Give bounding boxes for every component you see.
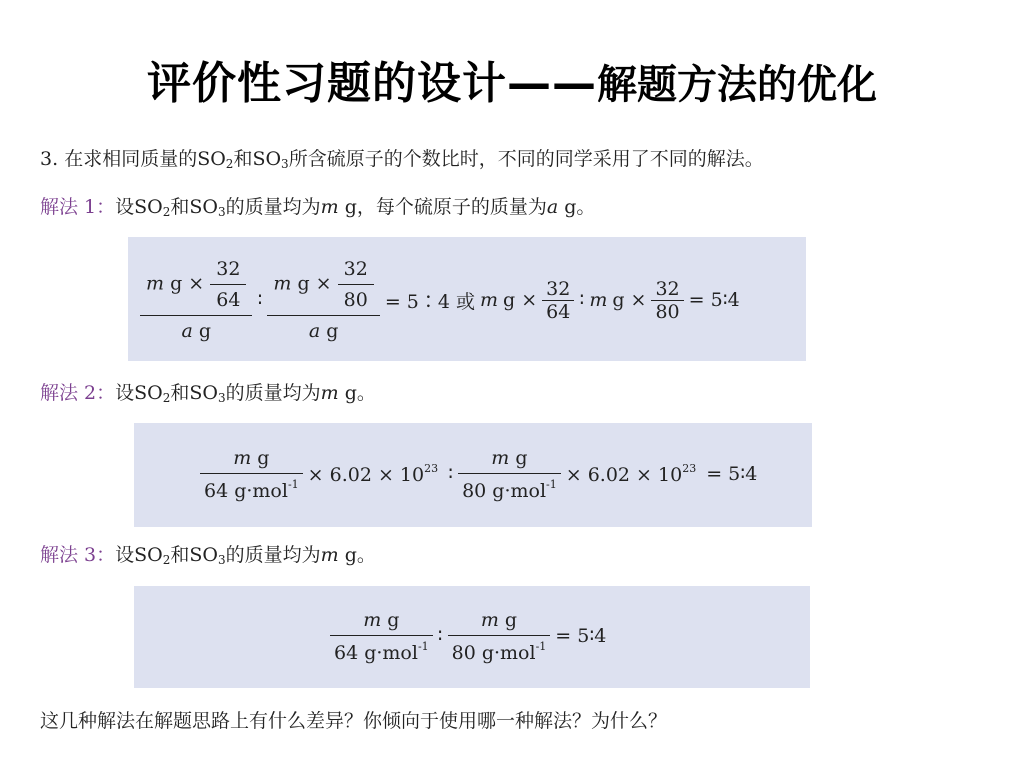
- method2-label: 解法 2：: [40, 382, 116, 404]
- fraction-so2-ratio: m g × $\frac{32}{64}$ a g: [140, 258, 252, 342]
- title-main: 评价性习题的设计——: [147, 58, 597, 109]
- footer-question: 这几种解法在解题思路上有什么差异？你倾向于使用哪一种解法？为什么？: [40, 710, 668, 732]
- fraction-so3-ratio: m g × $\frac{32}{80}$ a g: [267, 258, 379, 342]
- method2-formula: $\frac{\text{m g}}{64 g\cdot mol^{-1}}$ × $6.02 \times 10^{23}$ ∶ $\frac{\text{m g}}{80 g\cdot mol^{-1}}$ × $6.02 \times 10^{23}$ = 5∶4: [200, 438, 762, 510]
- method3-line: 解法 3：设$SO_2$和$SO_3$的质量均为m g。: [40, 544, 376, 567]
- method3-formula: $\frac{\text{m g}}{64 g\cdot mol^{-1}}$ ∶ $\frac{\text{m g}}{80 g\cdot mol^{-1}}$ = 5∶4: [330, 600, 611, 672]
- question-line: 3. 在求相同质量的$SO_2$和$SO_3$所含硫原子的个数比时，不同的同学采用了不同的解法。: [40, 148, 764, 171]
- method1-line: 解法 1：设$SO_2$和$SO_3$的质量均为m g，每个硫原子的质量为a g。: [40, 196, 596, 219]
- method3-label: 解法 3：: [40, 544, 116, 566]
- title-sub: 解题方法的优化: [597, 62, 877, 108]
- method1-formula: m g × $\frac{32}{64}$ a g ∶ m g × $\frac{32}{80}$ a g = 5∶4 或 m g × $\frac{32}{64}$ ∶ m g × $\frac{32}{80}$ = 5∶4: [140, 250, 745, 350]
- slide-title: [0, 58, 1024, 109]
- method2-line: 解法 2：设$SO_2$和$SO_3$的质量均为m g。: [40, 382, 376, 405]
- method1-label: 解法 1：: [40, 196, 116, 218]
